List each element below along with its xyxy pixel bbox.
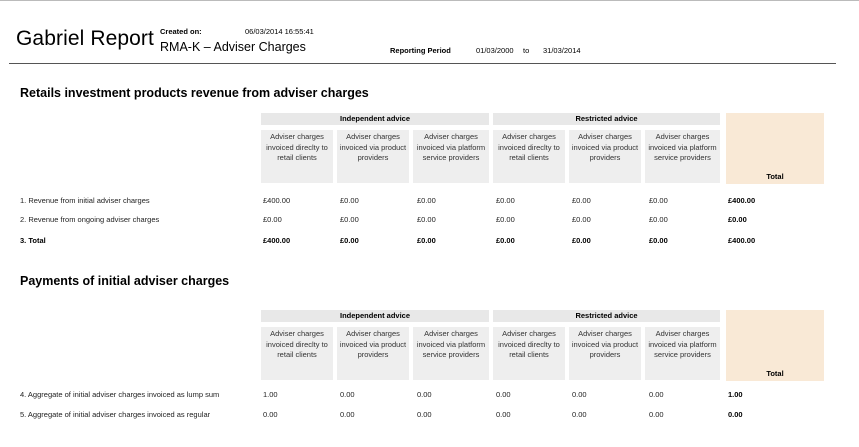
table-cell: £0.00 xyxy=(340,196,359,205)
row-total: £400.00 xyxy=(728,196,756,205)
table-cell: £400.00 xyxy=(263,196,291,205)
row-total: £400.00 xyxy=(728,236,756,245)
table-cell: £0.00 xyxy=(496,196,515,205)
table-cell: 0.00 xyxy=(572,410,587,419)
report-name: RMA-K – Adviser Charges xyxy=(160,40,306,54)
row-label: 5. Aggregate of initial adviser charges invoiced as regular xyxy=(20,410,211,419)
table-cell: 0.00 xyxy=(340,410,355,419)
table-cell: 0.00 xyxy=(417,390,432,399)
column-header: Adviser charges invoiced via platform service providers xyxy=(413,327,489,380)
reporting-period-to: to xyxy=(523,46,530,55)
row-label: 2. Revenue from ongoing adviser charges xyxy=(20,215,160,224)
column-header: Adviser charges invoiced via product providers xyxy=(569,327,641,380)
table-cell: £0.00 xyxy=(572,215,591,224)
table-cell: £400.00 xyxy=(263,236,291,245)
table-cell: £0.00 xyxy=(340,236,359,245)
row-label-total: 3. Total xyxy=(20,236,46,245)
section-title-revenue: Retails investment products revenue from adviser charges xyxy=(20,86,369,100)
report-title: Gabriel Report xyxy=(16,27,154,50)
reporting-period-end: 31/03/2014 xyxy=(543,46,581,55)
table-cell: £0.00 xyxy=(496,215,515,224)
column-header: Adviser charges invoiced via platform service providers xyxy=(645,327,720,380)
table-cell: 0.00 xyxy=(649,390,664,399)
section-title-payments: Payments of initial adviser charges xyxy=(20,274,230,288)
table-cell: £0.00 xyxy=(649,236,668,245)
total-label: Total xyxy=(766,172,784,181)
table-cell: 0.00 xyxy=(649,410,664,419)
table-cell: £0.00 xyxy=(572,196,591,205)
column-header: Adviser charges invoiced via product providers xyxy=(569,130,641,183)
column-header: Adviser charges invoiced direclty to retail clients xyxy=(493,327,565,380)
column-header: Adviser charges invoiced via product providers xyxy=(337,130,409,183)
row-label: 1. Revenue from initial adviser charges xyxy=(20,196,150,205)
window-top-border xyxy=(0,0,859,1)
table-cell: 0.00 xyxy=(417,410,432,419)
table-cell: 0.00 xyxy=(572,390,587,399)
created-timestamp: 06/03/2014 16:55:41 xyxy=(245,27,314,36)
created-label: Created on: xyxy=(160,27,202,36)
group-header-restricted: Restricted advice xyxy=(493,310,720,322)
header-divider xyxy=(9,63,836,64)
column-header: Adviser charges invoiced direclty to retail clients xyxy=(493,130,565,183)
table-cell: 0.00 xyxy=(496,410,511,419)
column-header: Adviser charges invoiced via platform service providers xyxy=(413,130,489,183)
table-cell: £0.00 xyxy=(649,215,668,224)
group-header-independent: Independent advice xyxy=(261,113,489,125)
table-cell: 0.00 xyxy=(263,410,278,419)
column-header: Adviser charges invoiced direclty to retail clients xyxy=(261,327,333,380)
total-column-header xyxy=(726,310,824,381)
table-cell: £0.00 xyxy=(417,236,436,245)
table-cell: £0.00 xyxy=(417,215,436,224)
total-label: Total xyxy=(766,369,784,378)
row-total: 0.00 xyxy=(728,410,743,419)
reporting-period-start: 01/03/2000 xyxy=(476,46,514,55)
group-header-independent: Independent advice xyxy=(261,310,489,322)
total-column-header xyxy=(726,113,824,184)
table-cell: 0.00 xyxy=(496,390,511,399)
table-cell: £0.00 xyxy=(417,196,436,205)
group-header-restricted: Restricted advice xyxy=(493,113,720,125)
table-cell: £0.00 xyxy=(496,236,515,245)
table-cell: £0.00 xyxy=(649,196,668,205)
table-cell: £0.00 xyxy=(263,215,282,224)
row-label: 4. Aggregate of initial adviser charges invoiced as lump sum xyxy=(20,390,220,399)
row-total: 1.00 xyxy=(728,390,743,399)
table-cell: 1.00 xyxy=(263,390,278,399)
column-header: Adviser charges invoiced via platform service providers xyxy=(645,130,720,183)
reporting-period-label: Reporting Period xyxy=(390,46,451,55)
column-header: Adviser charges invoiced direclty to retail clients xyxy=(261,130,333,183)
table-cell: £0.00 xyxy=(340,215,359,224)
table-cell: 0.00 xyxy=(340,390,355,399)
row-total: £0.00 xyxy=(728,215,747,224)
table-cell: £0.00 xyxy=(572,236,591,245)
column-header: Adviser charges invoiced via product providers xyxy=(337,327,409,380)
